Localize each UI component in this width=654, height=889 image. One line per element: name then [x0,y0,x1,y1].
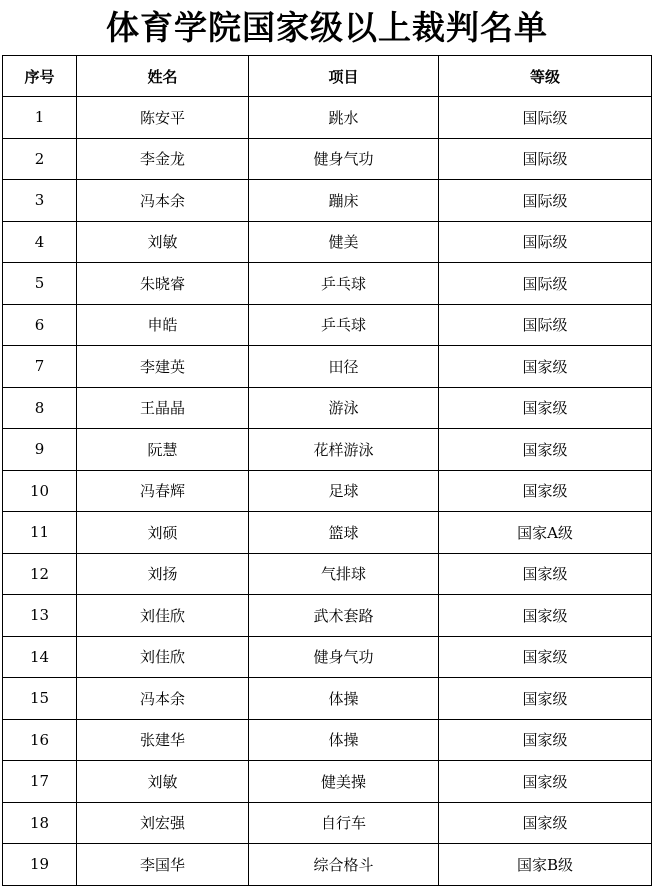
cell-level: 国家级 [439,553,652,595]
cell-level: 国家级 [439,802,652,844]
table-row [3,844,652,886]
table-row [3,512,652,554]
header-name: 姓名 [77,56,249,97]
table-row [3,470,652,512]
cell-event: 足球 [249,470,439,512]
table-row [3,761,652,803]
cell-name: 李建英 [77,346,249,388]
cell-level: 国际级 [439,97,652,139]
header-event: 项目 [249,56,439,97]
cell-level: 国家级 [439,678,652,720]
cell-level: 国家级 [439,761,652,803]
cell-level: 国际级 [439,180,652,222]
cell-name: 张建华 [77,719,249,761]
cell-no: 6 [3,304,77,346]
cell-name: 冯本余 [77,180,249,222]
cell-no: 4 [3,221,77,263]
cell-no: 1 [3,97,77,139]
table-row [3,802,652,844]
cell-name: 申皓 [77,304,249,346]
cell-no: 11 [3,512,77,554]
cell-level: 国家级 [439,387,652,429]
table-row [3,304,652,346]
cell-name: 刘宏强 [77,802,249,844]
table-row [3,636,652,678]
cell-event: 体操 [249,678,439,720]
header-no: 序号 [3,56,77,97]
cell-event: 篮球 [249,512,439,554]
cell-name: 冯本余 [77,678,249,720]
cell-event: 花样游泳 [249,429,439,471]
table-row [3,97,652,139]
cell-no: 5 [3,263,77,305]
cell-no: 2 [3,138,77,180]
cell-name: 刘敏 [77,221,249,263]
cell-no: 9 [3,429,77,471]
table-row [3,221,652,263]
cell-no: 18 [3,802,77,844]
table-row [3,429,652,471]
cell-level: 国家级 [439,429,652,471]
cell-name: 王晶晶 [77,387,249,429]
cell-no: 19 [3,844,77,886]
cell-event: 健身气功 [249,138,439,180]
cell-name: 刘硕 [77,512,249,554]
table-row [3,553,652,595]
cell-name: 刘敏 [77,761,249,803]
cell-level: 国家级 [439,719,652,761]
cell-event: 综合格斗 [249,844,439,886]
cell-no: 7 [3,346,77,388]
table-row [3,138,652,180]
header-level: 等级 [439,56,652,97]
cell-name: 李金龙 [77,138,249,180]
table-header-row [3,56,652,97]
cell-event: 蹦床 [249,180,439,222]
cell-level: 国家级 [439,636,652,678]
cell-event: 体操 [249,719,439,761]
cell-no: 15 [3,678,77,720]
cell-name: 刘扬 [77,553,249,595]
cell-event: 游泳 [249,387,439,429]
cell-event: 乒乓球 [249,304,439,346]
table-row [3,387,652,429]
cell-level: 国家B级 [439,844,652,886]
table-row [3,263,652,305]
cell-event: 跳水 [249,97,439,139]
table-row [3,595,652,637]
cell-name: 冯春辉 [77,470,249,512]
cell-no: 17 [3,761,77,803]
cell-no: 13 [3,595,77,637]
cell-level: 国家级 [439,470,652,512]
cell-event: 健美 [249,221,439,263]
cell-no: 10 [3,470,77,512]
cell-level: 国际级 [439,304,652,346]
cell-event: 气排球 [249,553,439,595]
cell-level: 国际级 [439,221,652,263]
table-row [3,180,652,222]
cell-event: 乒乓球 [249,263,439,305]
referee-table [2,55,652,886]
cell-event: 自行车 [249,802,439,844]
cell-event: 武术套路 [249,595,439,637]
cell-level: 国家A级 [439,512,652,554]
cell-name: 刘佳欣 [77,636,249,678]
cell-no: 14 [3,636,77,678]
cell-event: 田径 [249,346,439,388]
table-row [3,346,652,388]
cell-name: 陈安平 [77,97,249,139]
cell-name: 李国华 [77,844,249,886]
table-row [3,678,652,720]
cell-name: 朱晓睿 [77,263,249,305]
cell-event: 健美操 [249,761,439,803]
cell-no: 8 [3,387,77,429]
cell-name: 阮慧 [77,429,249,471]
cell-level: 国际级 [439,138,652,180]
cell-event: 健身气功 [249,636,439,678]
cell-no: 3 [3,180,77,222]
cell-level: 国际级 [439,263,652,305]
cell-no: 16 [3,719,77,761]
cell-no: 12 [3,553,77,595]
table-row [3,719,652,761]
cell-name: 刘佳欣 [77,595,249,637]
page-title: 体育学院国家级以上裁判名单 [106,8,548,47]
cell-level: 国家级 [439,595,652,637]
cell-level: 国家级 [439,346,652,388]
